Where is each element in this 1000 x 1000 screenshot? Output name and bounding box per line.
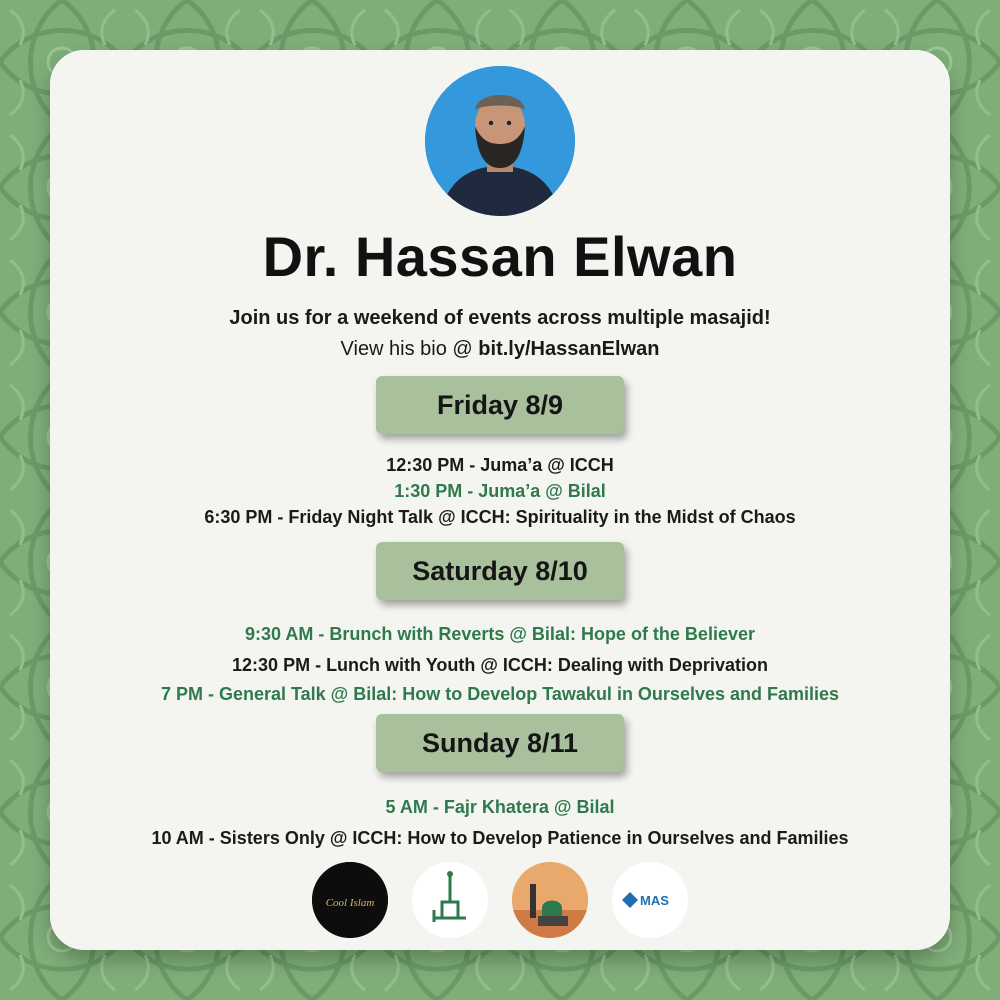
event-item: 1:30 PM - Juma’a @ Bilal bbox=[394, 481, 606, 501]
event-item: 5 AM - Fajr Khatera @ Bilal bbox=[385, 797, 615, 817]
day-heading-friday: Friday 8/9 bbox=[376, 376, 624, 434]
event-item: 10 AM - Sisters Only @ ICCH: How to Develop Patience in Ourselves and Families bbox=[151, 828, 849, 848]
cool-islam-logo bbox=[312, 862, 388, 938]
speaker-photo bbox=[425, 66, 575, 216]
bio-prefix: View his bio @ bbox=[340, 338, 473, 360]
event-tagline: Join us for a weekend of events across multiple masajid! bbox=[229, 307, 771, 329]
logo-text: MAS bbox=[640, 893, 669, 908]
event-item: 12:30 PM - Lunch with Youth @ ICCH: Dealing with Deprivation bbox=[232, 655, 768, 675]
event-item: 9:30 AM - Brunch with Reverts @ Bilal: Hope of the Believer bbox=[245, 624, 755, 644]
event-item: 12:30 PM - Juma’a @ ICCH bbox=[386, 455, 614, 475]
logo-text: Cool Islam bbox=[325, 897, 375, 909]
masjid-logo bbox=[412, 862, 488, 938]
bio-line bbox=[50, 338, 950, 361]
mosque-logo bbox=[512, 862, 588, 938]
speaker-name: Dr. Hassan Elwan bbox=[262, 225, 738, 288]
day-heading-sunday: Sunday 8/11 bbox=[376, 714, 624, 772]
event-item: 6:30 PM - Friday Night Talk @ ICCH: Spirituality in the Midst of Chaos bbox=[204, 507, 796, 527]
day-heading-saturday: Saturday 8/10 bbox=[376, 542, 624, 600]
mas-logo bbox=[612, 862, 688, 938]
bio-link[interactable]: bit.ly/HassanElwan bbox=[478, 338, 660, 360]
event-item: 7 PM - General Talk @ Bilal: How to Develop Tawakul in Ourselves and Families bbox=[160, 684, 840, 704]
